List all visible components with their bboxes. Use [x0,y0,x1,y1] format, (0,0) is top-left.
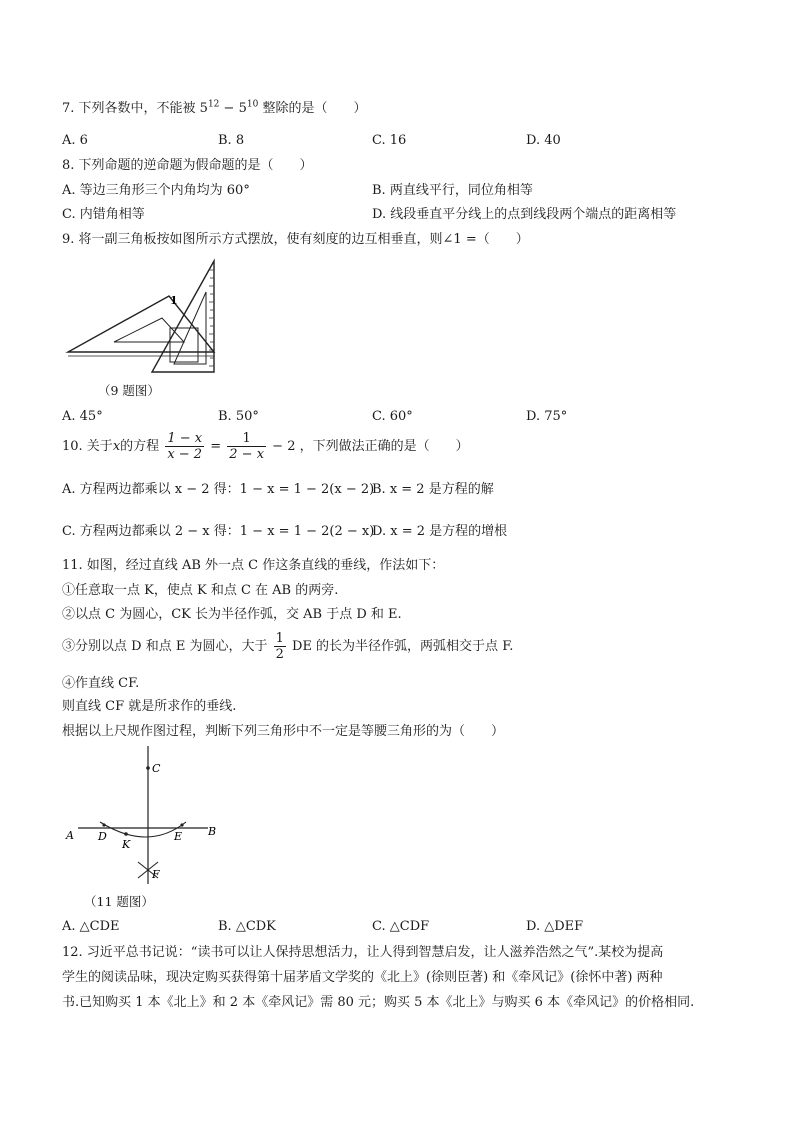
label-c: C [152,762,161,775]
q9-option-b: B. 50° [218,409,259,424]
point-c [146,766,150,770]
q11-option-a: A. △CDE [62,919,120,934]
q11-step-1: ①任意取一点 K，使点 K 和点 C 在 AB 的两旁. [62,583,339,598]
q10-fraction-right: $\frac{1}{2 - x}$ [229,431,265,462]
label-d: D [98,830,107,843]
q7-option-a: A. 6 [62,133,88,148]
angle-1-label: 1 [170,294,178,307]
q11-figure-construction [62,744,224,890]
q11-step-4: ④作直线 CF. [62,676,140,691]
label-e: E [174,830,183,843]
q10-option-c: C. 方程两边都乘以 2 − x 得：1 − x = 1 − 2(2 − x) [62,524,375,539]
q9-option-d: D. 75° [526,409,568,424]
q7-option-d: D. 40 [526,133,561,148]
q9-figure-set-squares [64,256,224,378]
q11-stem: 11. 如图，经过直线 AB 外一点 C 作这条直线的垂线，作法如下： [62,558,445,573]
q8-stem: 8. 下列命题的逆命题为假命题的是（ ） [62,158,313,173]
point-k [124,832,128,836]
q8-option-a: A. 等边三角形三个内角均为 60° [62,183,250,198]
q9-caption: （9 题图） [98,383,160,398]
q10-option-a: A. 方程两边都乘以 x − 2 得：1 − x = 1 − 2(x − 2) [62,482,375,497]
q12-line-2: 学生的阅读品味，现决定购买获得第十届茅盾文学奖的《北上》(徐则臣著) 和《牵风记》(徐怀中著) 两种 [62,970,663,985]
q12-line-1: 12. 习近平总书记说：“读书可以让人保持思想活力，让人得到智慧启发，让人滋养浩然之气”.某校为提高 [62,945,664,960]
label-k: K [122,838,131,851]
label-a: A [66,829,74,842]
point-e [180,823,183,826]
q11-step-3: ③分别以点 D 和点 E 为圆心，大于 $\frac{1}{2}$ DE 的长为半径作弧，两弧相交于点 F. [62,631,514,662]
q11-fraction-half: $\frac{1}{2}$ [275,631,284,662]
q10-option-b: B. x = 2 是方程的解 [372,482,494,497]
q7-option-b: B. 8 [218,133,245,148]
q9-stem: 9. 将一副三角板按如图所示方式摆放，使有刻度的边互相垂直，则∠1 =（ ） [62,232,529,247]
wide-triangle-outline [68,296,214,352]
q9-option-a: A. 45° [62,409,103,424]
q8-option-b: B. 两直线平行，同位角相等 [372,183,533,198]
q10-fraction-left: $\frac{1 - x}{x - 2}$ [167,431,203,462]
label-b: B [208,825,217,838]
q7-stem: 7. 下列各数中，不能被 $5^{12} - 5^{10}$ 整除的是（ ） [62,99,367,116]
wide-triangle-inner [114,318,184,342]
q11-step-2: ②以点 C 为圆心，CK 长为半径作弧，交 AB 于点 D 和 E. [62,607,402,622]
q8-option-c: C. 内错角相等 [62,207,145,222]
q9-option-c: C. 60° [372,409,413,424]
q11-question: 根据以上尺规作图过程，判断下列三角形中不一定是等腰三角形的为（ ） [62,724,505,739]
point-d [102,823,105,826]
tall-triangle-outline [152,261,214,372]
q12-line-3: 书.已知购买 1 本《北上》和 2 本《牵风记》需 80 元；购买 5 本《北上》与购买 6 本《牵风记》的价格相同. [62,995,695,1010]
q11-option-d: D. △DEF [526,919,584,934]
q11-option-c: C. △CDF [372,919,430,934]
q10-option-d: D. x = 2 是方程的增根 [372,524,508,539]
q11-caption: （11 题图） [84,894,154,909]
q8-option-d: D. 线段垂直平分线上的点到线段两个端点的距离相等 [372,207,677,222]
q11-conclusion: 则直线 CF 就是所求作的垂线. [62,699,237,714]
q7-option-c: C. 16 [372,133,407,148]
q11-option-b: B. △CDK [218,919,276,934]
q10-stem: 10. 关于x的方程 $\frac{1 - x}{x - 2}$ = $\frac{1}{2 - x}$ − 2 ，下列做法正确的是（ ） [62,431,469,462]
label-f: F [152,868,160,881]
